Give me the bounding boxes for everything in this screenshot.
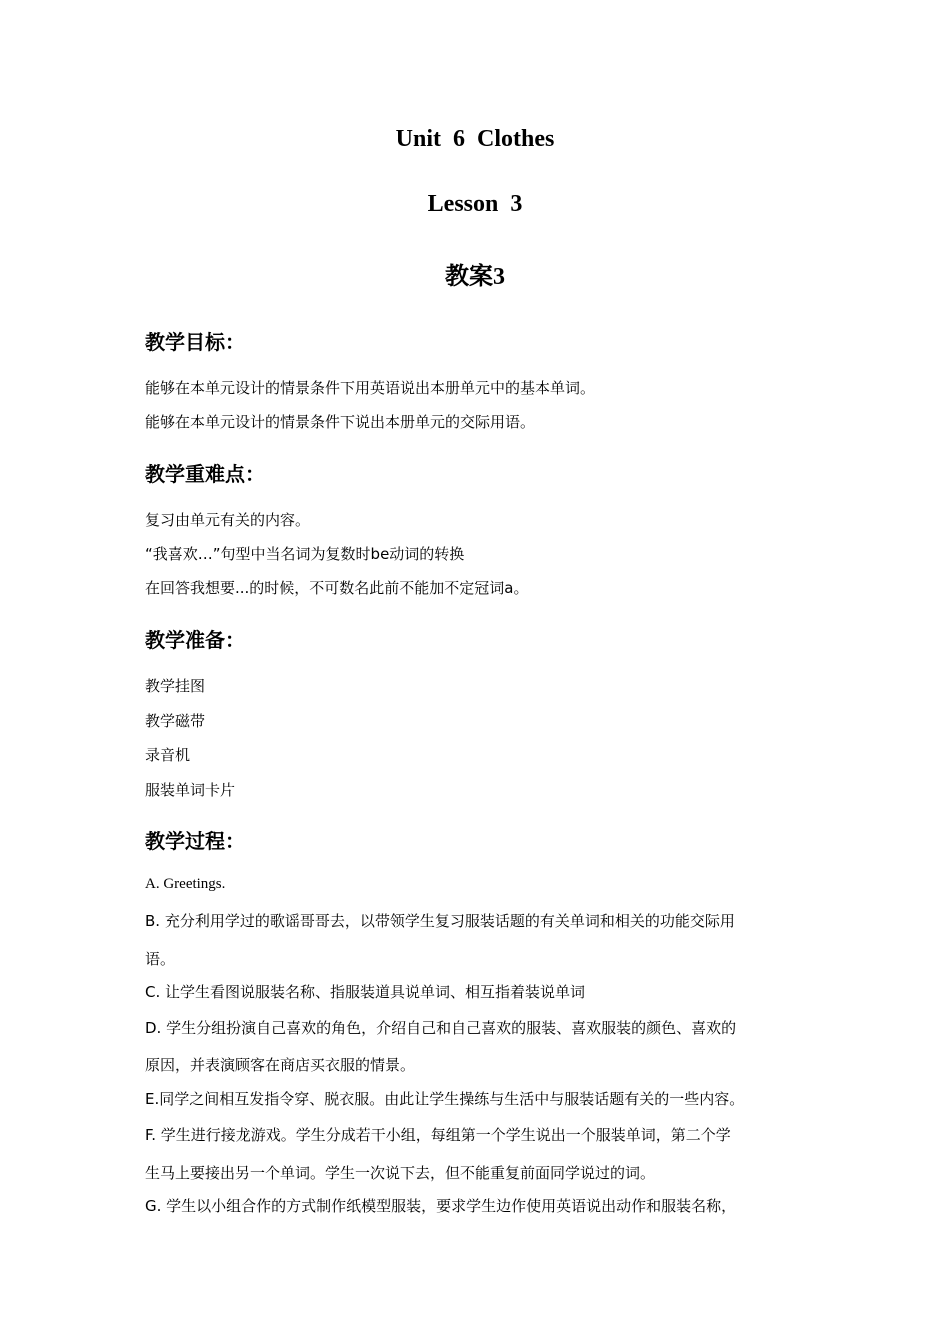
preparation-item: 服装单词卡片 xyxy=(145,781,236,799)
lesson-title: Lesson 3 xyxy=(427,191,523,217)
process-line: D. 学生分组扮演自己喜欢的角色，介绍自己和自己喜欢的服装、喜欢服装的颜色、喜欢的 xyxy=(145,1019,737,1037)
preparation-item: 录音机 xyxy=(145,746,191,764)
preparation-item: 教学磁带 xyxy=(145,712,206,730)
plan-title: 教案3 xyxy=(445,264,505,290)
objective-item: 能够在本单元设计的情景条件下说出本册单元的交际用语。 xyxy=(145,413,536,431)
process-line: 生马上要接出另一个单词。学生一次说下去，但不能重复前面同学说过的词。 xyxy=(145,1164,656,1182)
process-heading: 教学过程： xyxy=(145,829,245,853)
process-line: C. 让学生看图说服装名称、指服装道具说单词、相互指着装说单词 xyxy=(145,983,586,1001)
process-line: G. 学生以小组合作的方式制作纸模型服装，要求学生边作使用英语说出动作和服装名称， xyxy=(145,1197,737,1215)
key-point-item: 在回答我想要...的时候，不可数名此前不能加不定冠词a。 xyxy=(145,579,529,597)
objective-item: 能够在本单元设计的情景条件下用英语说出本册单元中的基本单词。 xyxy=(145,379,596,397)
key-points-heading: 教学重难点： xyxy=(145,462,265,486)
process-line: 语。 xyxy=(145,950,176,968)
preparation-item: 教学挂图 xyxy=(145,677,206,695)
process-line: F. 学生进行接龙游戏。学生分成若干小组，每组第一个学生说出一个服装单词，第二个学 xyxy=(145,1126,731,1144)
preparation-heading: 教学准备： xyxy=(145,628,245,652)
key-point-item: “我喜欢…”句型中当名词为复数时be动词的转换 xyxy=(145,545,465,563)
objectives-heading: 教学目标： xyxy=(145,330,245,354)
unit-title: Unit 6 Clothes xyxy=(395,126,555,152)
process-line: B. 充分利用学过的歌谣哥哥去，以带领学生复习服装话题的有关单词和相关的功能交际用 xyxy=(145,912,735,930)
process-line: A. Greetings. xyxy=(145,876,226,892)
process-line: E.同学之间相互发指令穿、脱衣服。由此让学生操练与生活中与服装话题有关的一些内容。 xyxy=(145,1090,745,1108)
key-point-item: 复习由单元有关的内容。 xyxy=(145,511,311,529)
process-line: 原因，并表演顾客在商店买衣服的情景。 xyxy=(145,1056,416,1074)
